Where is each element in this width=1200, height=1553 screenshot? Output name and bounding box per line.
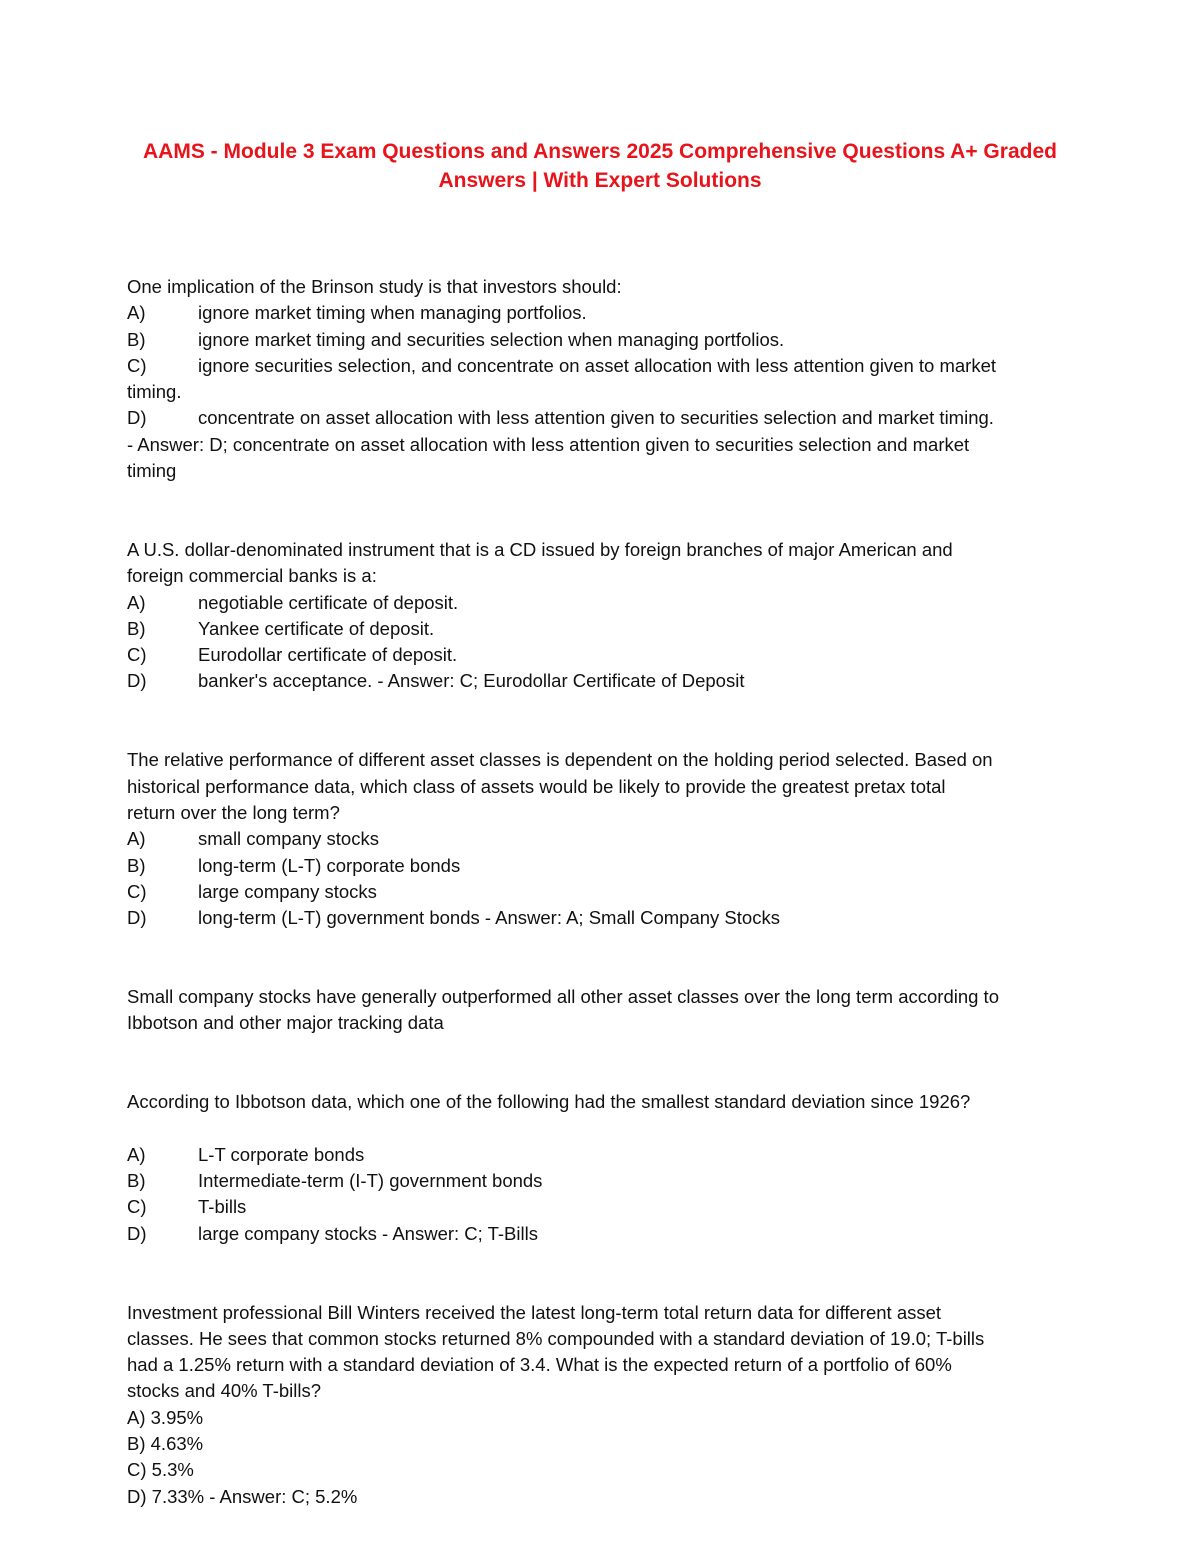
option-label: C) [127,1196,147,1218]
option-text: large company stocks [198,880,377,902]
option-d [127,405,1072,431]
option-a [127,1142,1072,1168]
document-title [100,137,1100,195]
option-d [127,905,1072,931]
explanatory-note [127,984,1072,1037]
option-text: large company stocks - Answer: C; T-Bills [198,1222,538,1244]
option-label: D) [127,1222,147,1244]
option-a [127,826,1072,852]
option-text: ignore market timing and securities selection when managing portfolios. [198,328,785,350]
question-stem-line-3: had a 1.25% return with a standard deviation of 3.4. What is the expected return of a portfolio of 60% [127,1354,952,1376]
option-label: A) [127,1143,146,1165]
question-stem: One implication of the Brinson study is that investors should: [127,276,622,297]
option-label: D) [127,670,147,692]
option-text: Eurodollar certificate of deposit. [198,644,458,666]
option-label: D) [127,407,147,429]
question-stem-line-1: A U.S. dollar-denominated instrument that is a CD issued by foreign branches of major American and [127,538,953,560]
option-b: B) 4.63% [127,1433,204,1455]
question-4 [127,1089,1072,1247]
option-label: B) [127,1170,146,1192]
option-text: Intermediate-term (I-T) government bonds [198,1170,543,1192]
spacer [127,1247,1072,1300]
question-stem-line-2: foreign commercial banks is a: [127,565,377,587]
option-a [127,590,1072,616]
option-d: D) 7.33% - Answer: C; 5.2% [127,1485,358,1507]
question-stem-line-2: historical performance data, which class of assets would be likely to provide the greatest pretax total [127,775,946,797]
option-b [127,1168,1072,1194]
option-text: long-term (L-T) corporate bonds [198,854,461,876]
question-stem-line-3: return over the long term? [127,801,340,823]
spacer [127,695,1072,748]
option-text: ignore securities selection, and concentrate on asset allocation with less attention given to market [198,354,997,376]
option-text: negotiable certificate of deposit. [198,591,459,613]
option-text: ignore market timing when managing portfolios. [198,302,587,324]
option-b [127,616,1072,642]
option-text: concentrate on asset allocation with less attention given to securities selection and market timing. [198,407,994,429]
option-text: long-term (L-T) government bonds - Answer: A; Small Company Stocks [198,907,780,929]
option-label: C) [127,354,147,376]
option-c [127,1194,1072,1220]
option-c [127,879,1072,905]
option-a [127,300,1072,326]
answer-line-2: timing [127,460,177,482]
option-label: B) [127,328,146,350]
option-text: small company stocks [198,828,379,850]
option-label: A) [127,302,146,324]
question-1 [127,274,1072,484]
question-stem-line-1: The relative performance of different asset classes is dependent on the holding period selected. Based on [127,749,993,771]
option-text: Yankee certificate of deposit. [198,617,435,639]
option-d [127,668,1072,694]
question-2 [127,537,1072,695]
answer-line-1: - Answer: D; concentrate on asset allocation with less attention given to securities selection and market [127,433,970,455]
option-b [127,853,1072,879]
title-line-2: Answers | With Expert Solutions [438,169,762,192]
document-body [127,274,1072,1510]
option-b [127,327,1072,353]
option-label: A) [127,828,146,850]
question-stem: According to Ibbotson data, which one of the following had the smallest standard deviation since 1926? [127,1091,971,1113]
question-stem-line-1: Investment professional Bill Winters received the latest long-term total return data for different asset [127,1301,942,1323]
option-text: L-T corporate bonds [198,1143,365,1165]
note-line-1: Small company stocks have generally outperformed all other asset classes over the long term according to [127,986,999,1008]
option-c [127,353,1072,379]
option-label: C) [127,644,147,666]
question-5 [127,1300,1072,1510]
question-stem-line-4: stocks and 40% T-bills? [127,1380,322,1402]
spacer [127,1116,1072,1142]
option-d [127,1221,1072,1247]
option-text: T-bills [198,1196,247,1218]
option-a: A) 3.95% [127,1406,204,1428]
question-3 [127,747,1072,931]
note-line-2: Ibbotson and other major tracking data [127,1012,444,1034]
option-c: C) 5.3% [127,1459,194,1481]
option-label: A) [127,591,146,613]
spacer [127,1037,1072,1090]
option-text: banker's acceptance. - Answer: C; Eurodollar Certificate of Deposit [198,670,745,692]
option-c-continuation: timing. [127,381,182,403]
question-stem-line-2: classes. He sees that common stocks returned 8% compounded with a standard deviation of 19.0; T-bills [127,1327,985,1349]
option-label: B) [127,854,146,876]
title-line-1: AAMS - Module 3 Exam Questions and Answers 2025 Comprehensive Questions A+ Graded [143,140,1057,163]
spacer [127,931,1072,984]
option-label: D) [127,907,147,929]
option-label: C) [127,880,147,902]
option-c [127,642,1072,668]
option-label: B) [127,617,146,639]
spacer [127,484,1072,537]
